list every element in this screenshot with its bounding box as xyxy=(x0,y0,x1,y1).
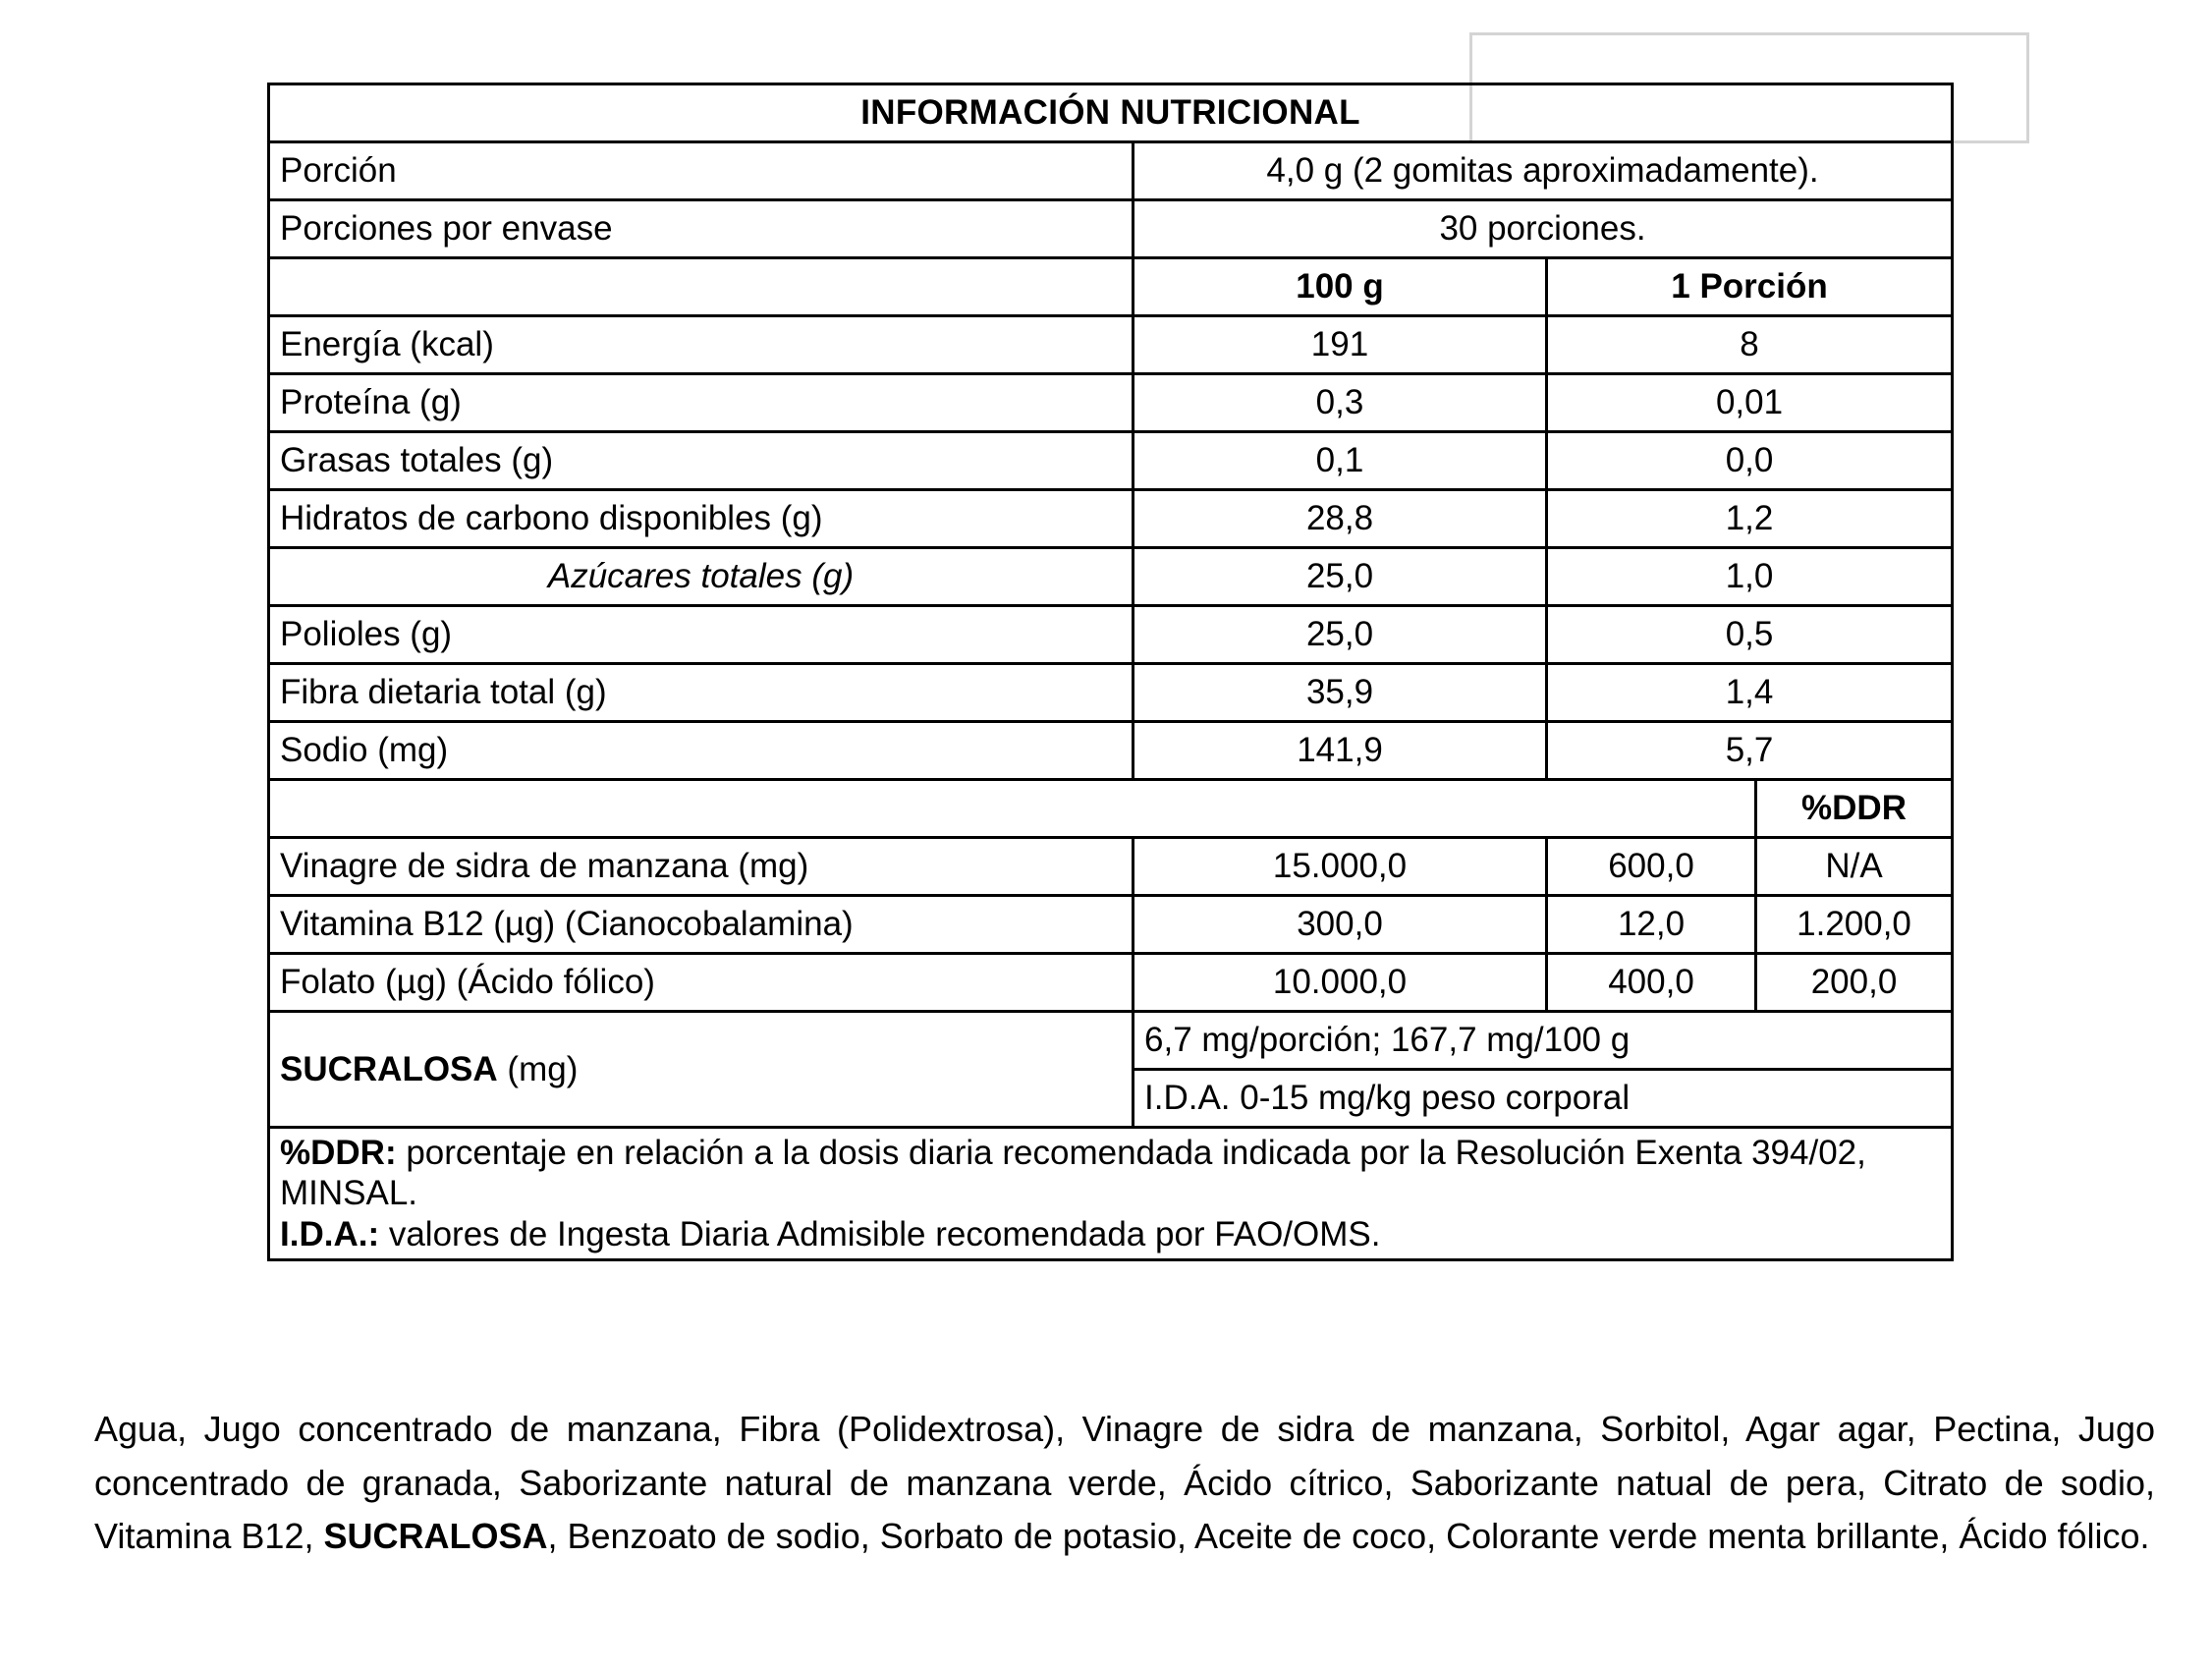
sucralosa-name: SUCRALOSA xyxy=(280,1049,498,1088)
nutrient-label: Sodio (mg) xyxy=(269,722,1134,780)
sucralosa-label xyxy=(269,1012,1134,1128)
sucralosa-ida: I.D.A. 0-15 mg/kg peso corporal xyxy=(1134,1070,1953,1128)
footnotes-cell xyxy=(269,1128,1953,1260)
ingredients-part-two: , Benzoato de sodio, Sorbato de potasio, Aceite de coco, Colorante verde menta brillante, Ácido fólico. xyxy=(547,1516,2150,1557)
table-row xyxy=(269,954,1953,1012)
nutrient-label: Energía (kcal) xyxy=(269,316,1134,374)
nutrient-value-100g: 35,9 xyxy=(1134,664,1547,722)
nutrient-label: Fibra dietaria total (g) xyxy=(269,664,1134,722)
nutrient-value-portion: 8 xyxy=(1547,316,1953,374)
column-header-100g: 100 g xyxy=(1134,258,1547,316)
nutrient-value-portion: 5,7 xyxy=(1547,722,1953,780)
table-row-footnotes xyxy=(269,1128,1953,1260)
nutrient-value-100g: 0,3 xyxy=(1134,374,1547,432)
table-row xyxy=(269,548,1953,606)
nutrient-value-100g: 191 xyxy=(1134,316,1547,374)
servings-value: 30 porciones. xyxy=(1134,200,1953,258)
micronutrient-label: Vinagre de sidra de manzana (mg) xyxy=(269,838,1134,896)
nutrient-value-portion: 1,2 xyxy=(1547,490,1953,548)
nutrient-label: Hidratos de carbono disponibles (g) xyxy=(269,490,1134,548)
footnote-ida xyxy=(280,1214,1941,1254)
column-header-portion: 1 Porción xyxy=(1547,258,1953,316)
table-row xyxy=(269,722,1953,780)
table-row xyxy=(269,374,1953,432)
table-row xyxy=(269,838,1953,896)
nutrient-value-100g: 25,0 xyxy=(1134,606,1547,664)
nutrition-facts-panel xyxy=(267,83,1951,1261)
micronutrient-value-ddr: N/A xyxy=(1756,838,1953,896)
micronutrient-value-100g: 300,0 xyxy=(1134,896,1547,954)
sucralosa-amount: 6,7 mg/porción; 167,7 mg/100 g xyxy=(1134,1012,1953,1070)
ingredients-sucralosa-highlight: SUCRALOSA xyxy=(323,1516,548,1557)
table-row xyxy=(269,664,1953,722)
nutrient-label: Proteína (g) xyxy=(269,374,1134,432)
table-row-title xyxy=(269,84,1953,142)
ingredients-paragraph xyxy=(94,1403,2155,1564)
table-row-ddr-header xyxy=(269,780,1953,838)
footnote-ida-text: valores de Ingesta Diaria Admisible recomendada por FAO/OMS. xyxy=(379,1214,1381,1253)
servings-label: Porciones por envase xyxy=(269,200,1134,258)
table-row xyxy=(269,490,1953,548)
micronutrient-value-ddr: 1.200,0 xyxy=(1756,896,1953,954)
footnote-ida-key: I.D.A.: xyxy=(280,1214,380,1253)
portion-label: Porción xyxy=(269,142,1134,200)
table-row xyxy=(269,896,1953,954)
column-header-ddr: %DDR xyxy=(1756,780,1953,838)
ingredients-part-one: Agua, Jugo concentrado de manzana, Fibra (Polidextrosa), Vinagre de sidra de manzana, Sorbitol, Agar agar, Pectina, Jugo concentrado de granada, Saborizante natural de manzana verde, Ácido cítrico, Saborizante natual de pera, Citrato de sodio, Vitamina B12, xyxy=(94,1409,2155,1557)
table-row xyxy=(269,316,1953,374)
table-row-column-headers xyxy=(269,258,1953,316)
nutrient-label: Polioles (g) xyxy=(269,606,1134,664)
nutrition-table-title: INFORMACIÓN NUTRICIONAL xyxy=(269,84,1953,142)
column-header-blank xyxy=(269,258,1134,316)
micronutrient-value-ddr: 200,0 xyxy=(1756,954,1953,1012)
sucralosa-unit: (mg) xyxy=(497,1049,579,1088)
nutrient-value-100g: 0,1 xyxy=(1134,432,1547,490)
micronutrient-value-portion: 12,0 xyxy=(1547,896,1756,954)
micronutrient-label: Folato (µg) (Ácido fólico) xyxy=(269,954,1134,1012)
table-row xyxy=(269,606,1953,664)
footnote-ddr xyxy=(280,1133,1941,1214)
table-row-portion xyxy=(269,142,1953,200)
ddr-header-blank xyxy=(269,780,1756,838)
micronutrient-label: Vitamina B12 (µg) (Cianocobalamina) xyxy=(269,896,1134,954)
footnote-ddr-text: porcentaje en relación a la dosis diaria recomendada indicada por la Resolución Exenta 394/02, MINSAL. xyxy=(280,1134,1866,1213)
nutrient-value-portion: 1,4 xyxy=(1547,664,1953,722)
footnote-ddr-key: %DDR: xyxy=(280,1134,397,1172)
nutrient-value-100g: 25,0 xyxy=(1134,548,1547,606)
nutrient-value-portion: 0,01 xyxy=(1547,374,1953,432)
nutrient-label: Grasas totales (g) xyxy=(269,432,1134,490)
micronutrient-value-portion: 400,0 xyxy=(1547,954,1756,1012)
portion-value: 4,0 g (2 gomitas aproximadamente). xyxy=(1134,142,1953,200)
table-row-sucralosa-1 xyxy=(269,1012,1953,1070)
nutrient-value-100g: 28,8 xyxy=(1134,490,1547,548)
micronutrient-value-portion: 600,0 xyxy=(1547,838,1756,896)
nutrient-value-portion: 0,5 xyxy=(1547,606,1953,664)
nutrient-value-portion: 1,0 xyxy=(1547,548,1953,606)
table-row-servings xyxy=(269,200,1953,258)
nutrient-value-portion: 0,0 xyxy=(1547,432,1953,490)
nutrient-value-100g: 141,9 xyxy=(1134,722,1547,780)
micronutrient-value-100g: 15.000,0 xyxy=(1134,838,1547,896)
table-row xyxy=(269,432,1953,490)
nutrition-facts-table xyxy=(267,83,1954,1261)
micronutrient-value-100g: 10.000,0 xyxy=(1134,954,1547,1012)
nutrient-label-sub: Azúcares totales (g) xyxy=(269,548,1134,606)
